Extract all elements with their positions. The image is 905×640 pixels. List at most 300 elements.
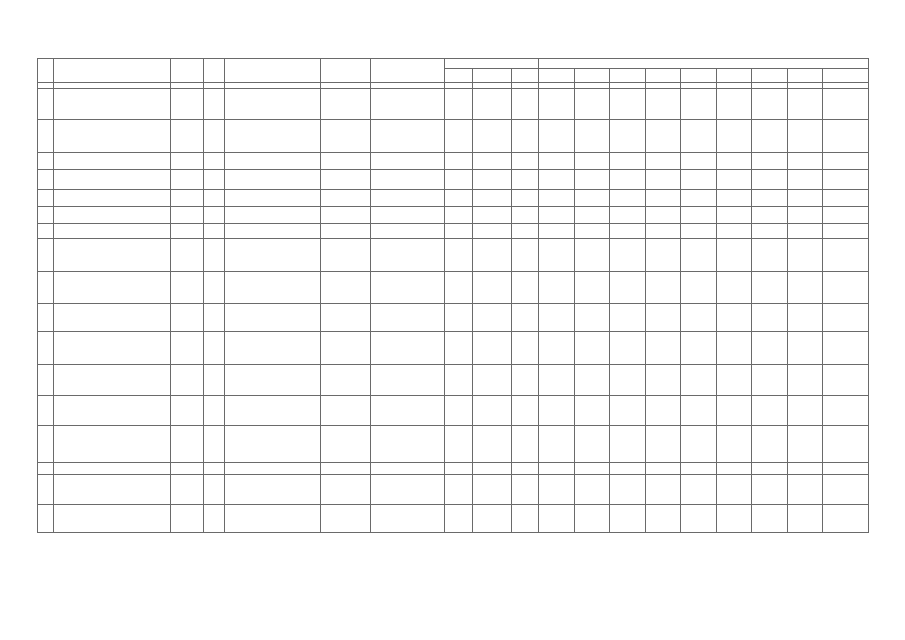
table-cell xyxy=(511,505,538,533)
table-cell xyxy=(610,239,645,272)
table-cell xyxy=(511,332,538,365)
table-cell xyxy=(610,190,645,207)
table-cell xyxy=(752,396,787,426)
table-row xyxy=(38,505,869,533)
table-cell xyxy=(170,475,203,505)
header-cell xyxy=(371,59,445,83)
table-cell xyxy=(38,120,54,153)
table-cell xyxy=(320,426,370,463)
table-row xyxy=(38,272,869,304)
table-cell xyxy=(716,426,751,463)
table-cell xyxy=(38,190,54,207)
table-cell xyxy=(38,89,54,120)
table-cell xyxy=(574,304,609,332)
table-cell xyxy=(752,304,787,332)
table-cell xyxy=(681,304,716,332)
table-cell xyxy=(54,426,171,463)
table-cell xyxy=(54,190,171,207)
table-cell xyxy=(224,426,320,463)
table-cell xyxy=(574,365,609,396)
table-cell xyxy=(320,463,370,475)
table-cell xyxy=(320,207,370,224)
table-cell xyxy=(645,190,680,207)
table-cell xyxy=(787,304,822,332)
table-cell xyxy=(787,505,822,533)
table-cell xyxy=(38,475,54,505)
table-cell xyxy=(38,153,54,170)
table-cell xyxy=(511,463,538,475)
table-cell xyxy=(203,365,224,396)
table-cell xyxy=(610,224,645,239)
table-cell xyxy=(371,239,445,272)
table-cell xyxy=(224,153,320,170)
table-row xyxy=(38,89,869,120)
table-cell xyxy=(445,153,472,170)
table-cell xyxy=(472,304,511,332)
table-cell xyxy=(787,224,822,239)
header-cell xyxy=(716,69,751,83)
header-cell xyxy=(681,69,716,83)
header-cell xyxy=(539,59,869,69)
table-row xyxy=(38,190,869,207)
table-cell xyxy=(681,505,716,533)
program-table xyxy=(37,58,869,533)
table-cell xyxy=(681,190,716,207)
table-cell xyxy=(574,120,609,153)
table-cell xyxy=(752,463,787,475)
table-cell xyxy=(752,207,787,224)
table-cell xyxy=(371,426,445,463)
table-cell xyxy=(320,224,370,239)
table-cell xyxy=(472,272,511,304)
table-cell xyxy=(445,332,472,365)
table-cell xyxy=(716,365,751,396)
table-cell xyxy=(574,170,609,190)
table-row xyxy=(38,304,869,332)
table-cell xyxy=(752,153,787,170)
table-cell xyxy=(224,239,320,272)
table-cell xyxy=(445,224,472,239)
table-row xyxy=(38,170,869,190)
table-cell xyxy=(203,224,224,239)
table-cell xyxy=(716,239,751,272)
table-cell xyxy=(681,272,716,304)
table-cell xyxy=(224,396,320,426)
table-cell xyxy=(320,304,370,332)
table-cell xyxy=(203,475,224,505)
table-cell xyxy=(716,207,751,224)
table-cell xyxy=(472,463,511,475)
table-cell xyxy=(645,224,680,239)
table-cell xyxy=(539,224,574,239)
table-cell xyxy=(224,463,320,475)
table-cell xyxy=(610,332,645,365)
header-cell xyxy=(203,59,224,83)
table-cell xyxy=(645,120,680,153)
table-cell xyxy=(54,505,171,533)
table-cell xyxy=(539,426,574,463)
table-cell xyxy=(823,332,869,365)
header-cell xyxy=(610,69,645,83)
table-cell xyxy=(170,153,203,170)
table-cell xyxy=(574,396,609,426)
table-cell xyxy=(170,190,203,207)
table-cell xyxy=(716,304,751,332)
table-cell xyxy=(170,396,203,426)
table-cell xyxy=(511,239,538,272)
table-cell xyxy=(320,396,370,426)
table-cell xyxy=(752,89,787,120)
table-row xyxy=(38,224,869,239)
table-cell xyxy=(38,365,54,396)
table-cell xyxy=(511,170,538,190)
table-cell xyxy=(472,365,511,396)
table-cell xyxy=(203,207,224,224)
header-cell xyxy=(38,59,54,83)
table-cell xyxy=(371,365,445,396)
table-cell xyxy=(752,426,787,463)
table-cell xyxy=(445,170,472,190)
table-row xyxy=(38,332,869,365)
table-cell xyxy=(371,190,445,207)
table-cell xyxy=(224,475,320,505)
table-cell xyxy=(170,89,203,120)
table-cell xyxy=(170,505,203,533)
table-cell xyxy=(645,426,680,463)
table-cell xyxy=(645,304,680,332)
table-cell xyxy=(511,475,538,505)
table-cell xyxy=(787,120,822,153)
table-cell xyxy=(681,120,716,153)
table-cell xyxy=(472,170,511,190)
table-cell xyxy=(224,120,320,153)
table-cell xyxy=(54,396,171,426)
table-cell xyxy=(716,170,751,190)
header-cell xyxy=(511,69,538,83)
table-cell xyxy=(752,120,787,153)
header-cell xyxy=(320,59,370,83)
table-cell xyxy=(511,426,538,463)
table-cell xyxy=(681,396,716,426)
table-cell xyxy=(752,365,787,396)
table-cell xyxy=(472,505,511,533)
table-cell xyxy=(511,396,538,426)
table-cell xyxy=(54,224,171,239)
table-cell xyxy=(645,239,680,272)
table-cell xyxy=(823,463,869,475)
table-cell xyxy=(170,239,203,272)
table-cell xyxy=(371,463,445,475)
table-cell xyxy=(681,332,716,365)
table-cell xyxy=(170,332,203,365)
table-cell xyxy=(787,190,822,207)
table-cell xyxy=(203,190,224,207)
table-cell xyxy=(224,332,320,365)
table-cell xyxy=(54,272,171,304)
table-cell xyxy=(203,505,224,533)
table-cell xyxy=(823,396,869,426)
table-cell xyxy=(54,89,171,120)
table-body xyxy=(38,89,869,533)
table-cell xyxy=(539,190,574,207)
table-cell xyxy=(54,365,171,396)
table-cell xyxy=(371,120,445,153)
table-cell xyxy=(371,475,445,505)
table-cell xyxy=(38,239,54,272)
table-cell xyxy=(645,207,680,224)
table-cell xyxy=(472,332,511,365)
table-cell xyxy=(38,332,54,365)
table-cell xyxy=(787,475,822,505)
table-cell xyxy=(823,207,869,224)
header-cell xyxy=(445,69,472,83)
table-cell xyxy=(645,153,680,170)
table-cell xyxy=(787,153,822,170)
header-cell xyxy=(752,69,787,83)
table-cell xyxy=(823,239,869,272)
table-cell xyxy=(716,332,751,365)
table-cell xyxy=(170,304,203,332)
header-cell xyxy=(170,59,203,83)
table-cell xyxy=(224,365,320,396)
table-cell xyxy=(371,396,445,426)
table-row xyxy=(38,475,869,505)
table-cell xyxy=(472,426,511,463)
table-cell xyxy=(445,190,472,207)
table-cell xyxy=(445,475,472,505)
table-cell xyxy=(445,396,472,426)
table-cell xyxy=(54,304,171,332)
table-cell xyxy=(823,475,869,505)
table-cell xyxy=(511,153,538,170)
table-cell xyxy=(787,365,822,396)
table-cell xyxy=(681,89,716,120)
table-row xyxy=(38,463,869,475)
table-cell xyxy=(511,272,538,304)
table-cell xyxy=(752,332,787,365)
table-cell xyxy=(645,272,680,304)
table-cell xyxy=(472,89,511,120)
table-cell xyxy=(320,239,370,272)
table-cell xyxy=(320,89,370,120)
table-cell xyxy=(203,89,224,120)
table-cell xyxy=(716,89,751,120)
table-cell xyxy=(574,207,609,224)
table-cell xyxy=(224,505,320,533)
table-cell xyxy=(823,426,869,463)
table-cell xyxy=(170,426,203,463)
table-cell xyxy=(610,207,645,224)
header-cell xyxy=(787,69,822,83)
table-cell xyxy=(511,304,538,332)
table-cell xyxy=(645,332,680,365)
table-cell xyxy=(823,304,869,332)
table-cell xyxy=(170,120,203,153)
table-cell xyxy=(203,463,224,475)
table-cell xyxy=(472,239,511,272)
header-cell xyxy=(645,69,680,83)
table-cell xyxy=(716,396,751,426)
table-cell xyxy=(787,207,822,224)
table-cell xyxy=(610,365,645,396)
table-cell xyxy=(371,224,445,239)
table-cell xyxy=(445,505,472,533)
table-cell xyxy=(203,426,224,463)
table-cell xyxy=(787,332,822,365)
table-cell xyxy=(610,396,645,426)
table-cell xyxy=(511,365,538,396)
table-cell xyxy=(823,120,869,153)
table-cell xyxy=(645,463,680,475)
table-cell xyxy=(38,505,54,533)
table-row xyxy=(38,207,869,224)
table-cell xyxy=(716,475,751,505)
table-cell xyxy=(371,153,445,170)
table-cell xyxy=(574,475,609,505)
table-cell xyxy=(170,463,203,475)
table-cell xyxy=(472,207,511,224)
table-cell xyxy=(823,190,869,207)
table-cell xyxy=(716,463,751,475)
table-cell xyxy=(38,224,54,239)
table-cell xyxy=(511,207,538,224)
table-cell xyxy=(539,463,574,475)
table-cell xyxy=(203,239,224,272)
table-cell xyxy=(681,170,716,190)
table-cell xyxy=(472,475,511,505)
table-cell xyxy=(203,304,224,332)
table-cell xyxy=(170,224,203,239)
table-cell xyxy=(574,463,609,475)
table-cell xyxy=(787,426,822,463)
table-cell xyxy=(610,89,645,120)
table-cell xyxy=(610,463,645,475)
table-cell xyxy=(445,89,472,120)
table-cell xyxy=(752,475,787,505)
table-cell xyxy=(320,505,370,533)
table-cell xyxy=(645,170,680,190)
table-cell xyxy=(574,426,609,463)
table-cell xyxy=(445,239,472,272)
table-cell xyxy=(320,120,370,153)
table-cell xyxy=(681,153,716,170)
table-cell xyxy=(610,170,645,190)
table-cell xyxy=(445,463,472,475)
table-cell xyxy=(320,153,370,170)
table-cell xyxy=(574,153,609,170)
table-cell xyxy=(645,396,680,426)
table-cell xyxy=(716,272,751,304)
table-cell xyxy=(38,170,54,190)
table-cell xyxy=(170,170,203,190)
table-cell xyxy=(371,272,445,304)
header-cell xyxy=(574,69,609,83)
table-cell xyxy=(539,207,574,224)
table-cell xyxy=(787,272,822,304)
table-row xyxy=(38,365,869,396)
table-cell xyxy=(539,272,574,304)
table-row xyxy=(38,239,869,272)
table-cell xyxy=(38,396,54,426)
table-cell xyxy=(320,332,370,365)
table-cell xyxy=(539,396,574,426)
table-cell xyxy=(787,239,822,272)
table-cell xyxy=(752,239,787,272)
table-cell xyxy=(320,190,370,207)
table-cell xyxy=(54,239,171,272)
table-cell xyxy=(681,475,716,505)
table-cell xyxy=(371,170,445,190)
table-cell xyxy=(224,207,320,224)
table-cell xyxy=(681,207,716,224)
table-cell xyxy=(610,120,645,153)
table-cell xyxy=(645,89,680,120)
table-cell xyxy=(539,365,574,396)
table-cell xyxy=(610,505,645,533)
table-cell xyxy=(681,239,716,272)
table-cell xyxy=(224,170,320,190)
table-cell xyxy=(320,170,370,190)
table-cell xyxy=(574,190,609,207)
table-cell xyxy=(371,304,445,332)
header-cell xyxy=(445,59,539,69)
table-cell xyxy=(787,463,822,475)
table-cell xyxy=(445,207,472,224)
table-cell xyxy=(716,120,751,153)
table-cell xyxy=(203,170,224,190)
table-cell xyxy=(539,505,574,533)
table-cell xyxy=(574,272,609,304)
table-cell xyxy=(511,224,538,239)
header-cell xyxy=(224,59,320,83)
table-cell xyxy=(610,304,645,332)
table-cell xyxy=(320,272,370,304)
table-cell xyxy=(752,224,787,239)
table-cell xyxy=(203,396,224,426)
header-cell xyxy=(823,69,869,83)
table-cell xyxy=(38,304,54,332)
table-cell xyxy=(472,120,511,153)
table-cell xyxy=(823,272,869,304)
table-cell xyxy=(203,120,224,153)
table-cell xyxy=(445,120,472,153)
table-cell xyxy=(472,153,511,170)
table-cell xyxy=(574,89,609,120)
table-cell xyxy=(787,396,822,426)
table-cell xyxy=(224,224,320,239)
table-cell xyxy=(320,365,370,396)
header-cell xyxy=(54,59,171,83)
table-cell xyxy=(610,153,645,170)
table-cell xyxy=(170,272,203,304)
header-cell xyxy=(472,69,511,83)
table-cell xyxy=(645,505,680,533)
table-cell xyxy=(54,475,171,505)
table-cell xyxy=(574,239,609,272)
table-cell xyxy=(54,463,171,475)
table-row xyxy=(38,426,869,463)
table-cell xyxy=(224,190,320,207)
table-cell xyxy=(823,365,869,396)
table-cell xyxy=(716,190,751,207)
table-cell xyxy=(787,170,822,190)
table-cell xyxy=(716,224,751,239)
table-cell xyxy=(38,207,54,224)
table-cell xyxy=(320,475,370,505)
table-cell xyxy=(224,89,320,120)
table-cell xyxy=(203,272,224,304)
table-cell xyxy=(445,304,472,332)
